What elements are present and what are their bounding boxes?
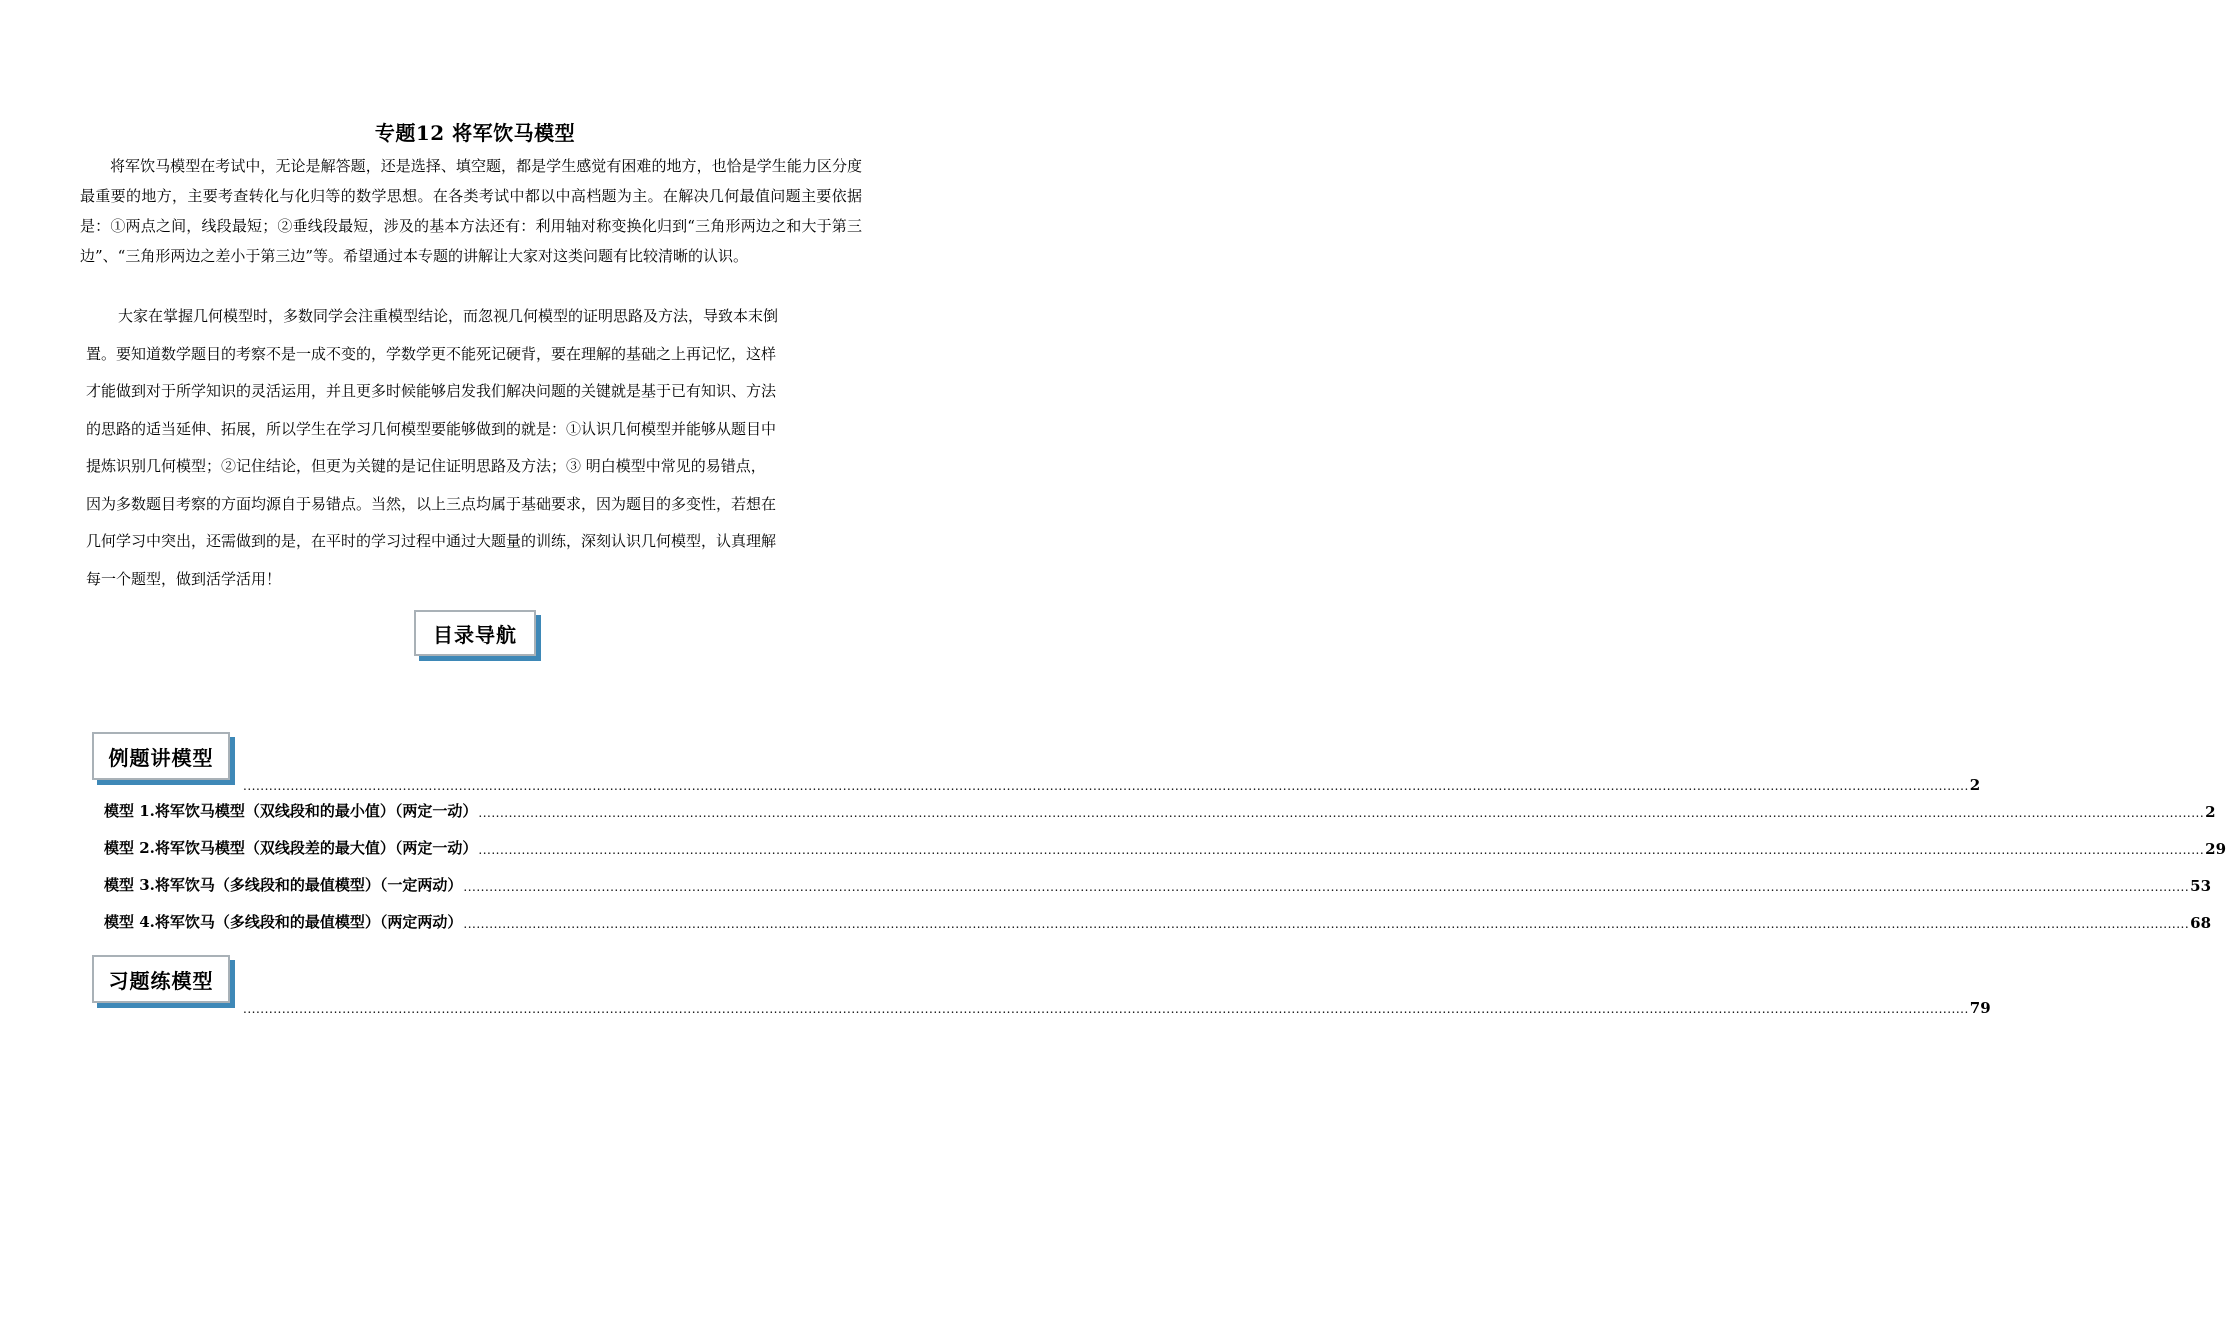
toc-entry-model-2[interactable] <box>104 836 2226 858</box>
toc-leader-dots: ................................................................................................................................................................................................................................................................................................................................................................................................................ <box>243 1002 1969 1016</box>
toc-entry-model-4[interactable] <box>104 910 2212 932</box>
exercises-section-badge: 习题练模型 <box>92 955 230 1003</box>
toc-page-number: 53 <box>2190 877 2212 895</box>
toc-leader-dots: ................................................................................................................................................................................................................................................................................................................................................................................................................ <box>478 843 2205 857</box>
toc-page-number: 79 <box>1969 999 1991 1017</box>
method-paragraph <box>86 298 862 598</box>
method-line: 几何学习中突出，还需做到的是，在平时的学习过程中通过大题量的训练，深刻认识几何模型，认真理解 <box>86 532 777 550</box>
method-line: 置。要知道数学题目的考察不是一成不变的，学数学更不能死记硬背，要在理解的基础之上再记忆，这样 <box>86 344 777 363</box>
toc-leader-dots: ................................................................................................................................................................................................................................................................................................................................................................................................................ <box>478 806 2205 820</box>
toc-nav-badge: 目录导航 <box>414 610 536 656</box>
toc-entry-model-3[interactable] <box>104 873 2212 895</box>
toc-leader-dots: ................................................................................................................................................................................................................................................................................................................................................................................................................ <box>463 917 2190 931</box>
method-line: 大家在掌握几何模型时，多数同学会注重模型结论，而忽视几何模型的证明思路及方法，导致本末倒 <box>118 307 779 325</box>
toc-page-number: 2 <box>1969 776 1981 794</box>
toc-entry-label: 模型 4.将军饮马（多线段和的最值模型）（两定两动） <box>104 913 463 931</box>
intro-paragraph: 将军饮马模型在考试中，无论是解答题，还是选择、填空题，都是学生感觉有困难的地方，也恰是学生能力区分度最重要的地方，主要考查转化与化归等的数学思想。在各类考试中都以中高档题为主。在解决几何最值问题主要依据是：①两点之间，线段最短；②垂线段最短，涉及的基本方法还有：利用轴对称变换化归到“三角形两边之和大于第三边”、“三角形两边之差小于第三边”等。希望通过本专题的讲解让大家对这类问题有比较清晰的认识。 <box>80 157 862 265</box>
page-title: 专题12 将军饮马模型 <box>374 121 576 145</box>
toc-entry-exercises[interactable] <box>242 995 1991 1017</box>
examples-section-badge: 例题讲模型 <box>92 732 230 780</box>
method-line: 的思路的适当延伸、拓展，所以学生在学习几何模型要能够做到的就是：①认识几何模型并能够从题目中 <box>86 419 777 438</box>
method-line: 提炼识别几何模型；②记住结论，但更为关键的是记住证明思路及方法；③ 明白模型中常见的易错点， <box>86 457 766 475</box>
toc-leader-dots: ................................................................................................................................................................................................................................................................................................................................................................................................................ <box>463 880 2190 894</box>
method-line: 才能做到对于所学知识的灵活运用，并且更多时候能够启发我们解决问题的关键就是基于已有知识、方法 <box>86 382 777 400</box>
toc-entry-model-1[interactable] <box>104 799 2216 821</box>
toc-page-number: 29 <box>2205 840 2226 858</box>
method-line: 因为多数题目考察的方面均源自于易错点。当然，以上三点均属于基础要求，因为题目的多变性，若想在 <box>86 494 777 513</box>
toc-page-number: 68 <box>2190 914 2212 932</box>
toc-entry-label: 模型 2.将军饮马模型（双线段差的最大值）（两定一动） <box>104 839 478 857</box>
toc-leader-dots: ................................................................................................................................................................................................................................................................................................................................................................................................................ <box>243 779 1969 793</box>
method-line: 每一个题型，做到活学活用！ <box>86 569 282 588</box>
toc-page-number: 2 <box>2205 803 2216 821</box>
toc-entry-label: 模型 3.将军饮马（多线段和的最值模型）（一定两动） <box>104 876 463 894</box>
toc-entry-label: 模型 1.将军饮马模型（双线段和的最小值）（两定一动） <box>104 802 478 820</box>
toc-entry-examples[interactable] <box>242 772 1981 794</box>
